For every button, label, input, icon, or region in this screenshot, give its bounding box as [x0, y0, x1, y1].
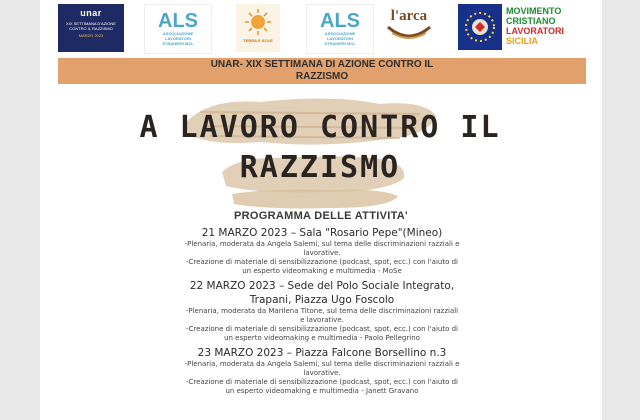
- headline-line2: RAZZISMO: [239, 150, 401, 185]
- logo-strip: [40, 0, 602, 58]
- event-detail: lavorative.: [303, 369, 341, 377]
- europe-stars-icon: [458, 4, 502, 50]
- event-detail: -Creazione di materiale di sensibilizzazione (podcast, spot, ecc.) con l'aiuto di: [186, 325, 458, 333]
- event-item: [112, 226, 532, 276]
- mcl-sicilia-logo: [458, 4, 594, 52]
- event-detail: lavorative.: [303, 249, 341, 257]
- als-logo-secondary: [306, 4, 374, 54]
- event-title: 21 MARZO 2023 – Sala "Rosario Pepe"(Mineo): [201, 227, 443, 239]
- program-title: PROGRAMMA DELLE ATTIVITA': [234, 210, 408, 222]
- event-detail: -Plenaria, moderata da Marilena Titone, sul tema delle discriminazioni razziali: [185, 307, 459, 315]
- event-detail: -Creazione di materiale di sensibilizzazione (podcast, spot, ecc.) con l'aiuto di: [186, 378, 458, 386]
- unar-logo: [58, 4, 124, 52]
- program-events: [112, 226, 532, 399]
- event-title: 22 MARZO 2023 – Sede del Polo Sociale Integrato,: [189, 280, 455, 292]
- arca-logo-name: l'arca: [390, 8, 428, 24]
- als-logo-mark: ALS: [320, 10, 360, 32]
- event-item: [112, 346, 532, 396]
- terra-e-sole-logo: [236, 4, 280, 52]
- headline-line1: A LAVORO CONTRO IL: [139, 110, 501, 145]
- als-logo-mark: ALS: [158, 10, 198, 32]
- event-detail: -Creazione di materiale di sensibilizzazione (podcast, spot, ecc.) con l'aiuto di: [186, 258, 458, 266]
- als-logo-line1: ASSOCIAZIONE: [324, 31, 356, 36]
- unar-logo-subtitle: XIX SETTIMANA D'AZIONE CONTRO IL RAZZISMO: [66, 21, 116, 31]
- arca-logo: [378, 4, 440, 52]
- flyer-page: [40, 0, 602, 420]
- event-detail: un esperto videomaking e multimedia - Paolo Pellegrino: [224, 334, 420, 342]
- als-logo-line2: LAVORATORI: [165, 36, 191, 41]
- boat-icon: [384, 23, 434, 41]
- event-item: [112, 279, 532, 343]
- mcl-line2: CRISTIANO: [506, 16, 556, 26]
- event-detail: e lavorative.: [300, 316, 344, 324]
- als-logo-line1: ASSOCIAZIONE: [162, 31, 194, 36]
- als-logo-line2: LAVORATORI: [327, 36, 353, 41]
- sun-icon: [243, 7, 273, 37]
- banner-line1: UNAR- XIX SETTIMANA DI AZIONE CONTRO IL: [210, 59, 434, 70]
- unar-logo-name: unar: [80, 8, 102, 18]
- mcl-line4: SICILIA: [506, 36, 539, 46]
- als-logo-line3: STRANIERI MCL: [324, 41, 356, 46]
- als-logo: [144, 4, 212, 54]
- banner-line2: RAZZISMO: [295, 71, 349, 82]
- unar-logo-date: MARZO 2023: [78, 33, 104, 38]
- brush-stroke-decoration: [230, 186, 400, 212]
- event-title-cont: Trapani, Piazza Ugo Foscolo: [249, 294, 395, 306]
- event-title: 23 MARZO 2023 – Piazza Falcone Borsellino n.3: [197, 347, 447, 359]
- event-detail: un esperto videomaking e multimedia - MoSe: [242, 267, 402, 275]
- event-banner: [58, 58, 586, 84]
- mcl-line1: MOVIMENTO: [506, 6, 562, 16]
- event-detail: -Plenaria, moderata da Angela Salemi, sul tema delle discriminazioni razziali e: [184, 360, 460, 368]
- mcl-badge: [458, 4, 502, 50]
- event-detail: un esperto videomaking e multimedia - Janett Gravano: [225, 387, 419, 395]
- mcl-line3: LAVORATORI: [506, 26, 564, 36]
- terra-e-sole-name: TERRA E SOLE: [243, 38, 273, 43]
- event-detail: -Plenaria, moderata da Angela Salemi, sul tema delle discriminazioni razziali e: [184, 240, 460, 248]
- mcl-text: [506, 6, 564, 46]
- headline: [100, 108, 540, 188]
- als-logo-line3: STRANIERI MCL: [162, 41, 194, 46]
